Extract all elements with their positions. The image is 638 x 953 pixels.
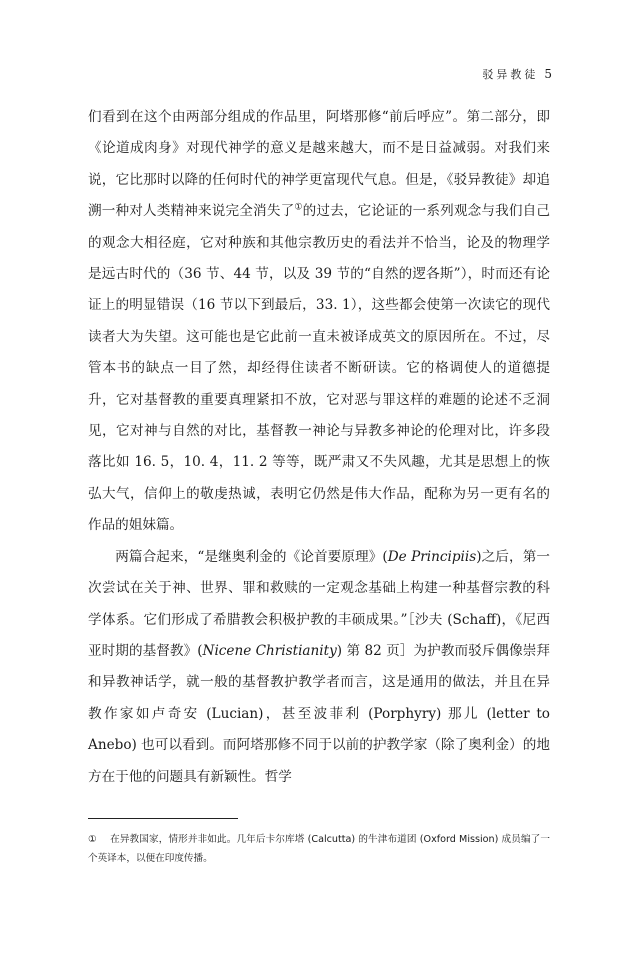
footnote-1 [88,830,550,868]
running-header [482,66,552,82]
footnote-divider [88,818,238,819]
paragraph-2 [88,542,550,793]
latin-title-de-principiis: De Principiis [387,548,477,565]
paragraph-2-text-b: )之后，第一次尝试在关于神、世界、罪和救赎的一定观念基础上构建一种基督宗教的科学体系。它们形成了希腊教会积极护教的丰硕成果。”［沙夫 (Schaff)，《尼西亚时期的基督教》( [88,548,550,659]
paragraph-2-text-c: ) 第 82 页］为护教而驳斥偶像崇拜和异教神话学，就一般的基督教护教学者而言，这是通用的做法，并且在异教作家如卢奇安 (Lucian)，甚至波菲利 (Porphyry) 那儿 (letter to Anebo) 也可以看到。而阿塔那修不同于以前的护教学家（除了奥利金）的地方在于他的问题具有新颖性。哲学 [88,642,550,785]
body-text [88,102,550,793]
footnote-ref-1[interactable]: ① [294,202,303,213]
english-title-nicene-christianity: Nicene Christianity [202,642,337,659]
paragraph-2-text-a: 两篇合起来，“是继奥利金的《论首要原理》( [115,548,388,565]
running-title: 驳异教徒 [482,68,539,81]
paragraph-1 [88,102,550,542]
page-number: 5 [544,67,552,81]
paragraph-1-text-a: 们看到在这个由两部分组成的作品里，阿塔那修“前后呼应”。第二部分，即《论道成肉身》对现代神学的意义是越来越大，而不是日益减弱。对我们来说，它比那时以降的任何时代的神学更富现代气息。但是，《驳异教徒》却追溯一种对人类精神来说完全消失了 [88,109,550,220]
footnote-marker: ① [88,834,97,845]
footnote-text: 在异教国家，情形并非如此。几年后卡尔库塔 (Calcutta) 的牛津布道团 (Oxford Mission) 成员编了一个英译本，以便在印度传播。 [88,834,550,864]
paragraph-1-text-b: 的过去，它论证的一系列观念与我们自己的观念大相径庭，它对种族和其他宗教历史的看法并不恰当，论及的物理学是远古时代的（36 节、44 节，以及 39 节的“自然的逻各斯”），时而还有论证上的明显错误（16 节以下到最后，33. 1），这些都会使第一次读它的现代读者大为失望。这可能也是它此前一直未被译成英文的原因所在。不过，尽管本书的缺点一目了然，却经得住读者不断研读。它的格调使人的道德提升，它对基督教的重要真理紧扣不放，它对恶与罪这样的难题的论述不乏洞见，它对神与自然的对比，基督教一神论与异教多神论的伦理对比，许多段落比如 16. 5，10. 4，11. 2 等等，既严肃又不失风趣，尤其是思想上的恢弘大气，信仰上的敬虔热诚，表明它仍然是伟大作品，配称为另一更有名的作品的姐妹篇。 [88,203,550,534]
